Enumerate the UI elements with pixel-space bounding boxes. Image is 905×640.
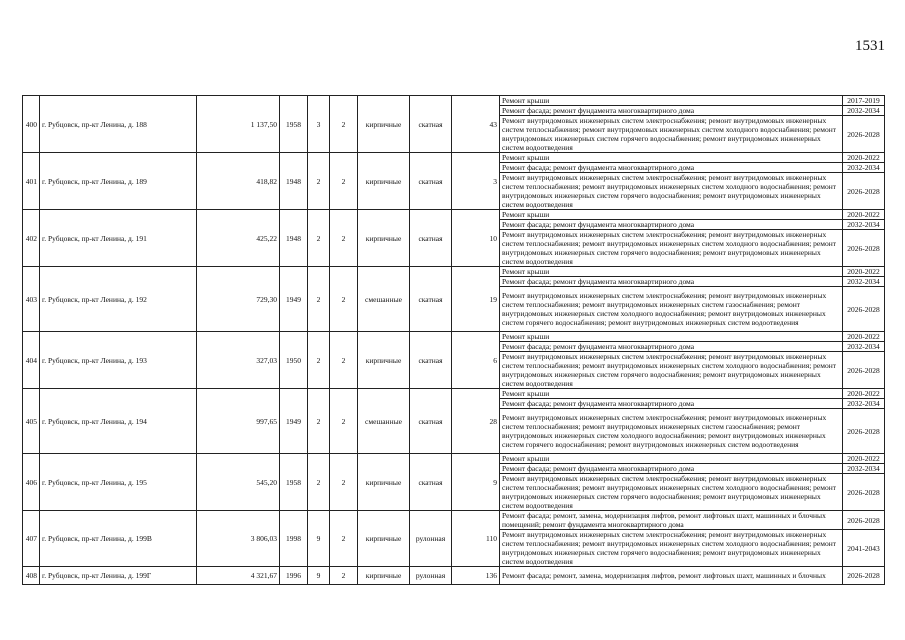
roof-type-cell: рулонная (410, 511, 452, 567)
work-period-cell: 2041-2043 (843, 530, 885, 567)
work-period-cell: 2026-2028 (843, 352, 885, 389)
work-type-cell: Ремонт фасада; ремонт фундамента многоквартирного дома (500, 220, 843, 230)
wall-material-cell: кирпичные (358, 210, 410, 267)
work-period-cell: 2026-2028 (843, 287, 885, 332)
work-type-cell: Ремонт внутридомовых инженерных систем электроснабжения; ремонт внутридомовых инженерных систем теплоснабжения; ремонт внутридомовых инженерных систем холодного водоснабжения; ремонт внутридомовых инженерных систем горячего водоснабжения; ремонт внутридомовых инженерных систем водоотведения (500, 173, 843, 210)
work-type-cell: Ремонт фасада; ремонт фундамента многоквартирного дома (500, 106, 843, 116)
area-cell: 327,03 (197, 332, 280, 389)
work-period-cell: 2032-2034 (843, 399, 885, 409)
roof-type-cell: скатная (410, 454, 452, 511)
table-row (23, 511, 885, 530)
work-period-cell: 2026-2028 (843, 173, 885, 210)
area-cell: 418,82 (197, 153, 280, 210)
address-cell: г. Рубцовск, пр-кт Ленина, д. 192 (40, 267, 197, 332)
row-number: 406 (23, 454, 40, 511)
work-period-cell: 2032-2034 (843, 106, 885, 116)
table-row (23, 389, 885, 399)
work-type-cell: Ремонт крыши (500, 454, 843, 464)
row-number: 407 (23, 511, 40, 567)
area-cell: 997,65 (197, 389, 280, 454)
area-cell: 425,22 (197, 210, 280, 267)
housing-repair-table (22, 95, 885, 585)
roof-type-cell: скатная (410, 389, 452, 454)
address-cell: г. Рубцовск, пр-кт Ленина, д. 191 (40, 210, 197, 267)
table-row (23, 454, 885, 464)
work-type-cell: Ремонт внутридомовых инженерных систем электроснабжения; ремонт внутридомовых инженерных систем теплоснабжения; ремонт внутридомовых инженерных систем газоснабжения; ремонт внутридомовых инженерных систем холодного водоснабжения; ремонт внутридомовых инженерных систем горячего водоснабжения; ремонт внутридомовых инженерных систем водоотведения (500, 287, 843, 332)
entrances-cell: 2 (330, 332, 358, 389)
work-type-cell: Ремонт фасада; ремонт фундамента многоквартирного дома (500, 277, 843, 287)
entrances-cell: 2 (330, 454, 358, 511)
work-period-cell: 2032-2034 (843, 277, 885, 287)
work-period-cell: 2017-2019 (843, 96, 885, 106)
wall-material-cell: кирпичные (358, 454, 410, 511)
roof-type-cell: скатная (410, 96, 452, 153)
floors-cell: 2 (308, 389, 330, 454)
floors-cell: 9 (308, 567, 330, 585)
page-number: 1531 (855, 38, 885, 54)
work-type-cell: Ремонт крыши (500, 267, 843, 277)
address-cell: г. Рубцовск, пр-кт Ленина, д. 194 (40, 389, 197, 454)
residents-cell: 3 (452, 153, 500, 210)
table-row (23, 332, 885, 342)
work-type-cell: Ремонт внутридомовых инженерных систем электроснабжения; ремонт внутридомовых инженерных систем теплоснабжения; ремонт внутридомовых инженерных систем холодного водоснабжения; ремонт внутридомовых инженерных систем горячего водоснабжения; ремонт внутридомовых инженерных систем водоотведения (500, 230, 843, 267)
work-period-cell: 2020-2022 (843, 267, 885, 277)
row-number: 405 (23, 389, 40, 454)
work-period-cell: 2026-2028 (843, 230, 885, 267)
wall-material-cell: смешанные (358, 267, 410, 332)
wall-material-cell: смешанные (358, 389, 410, 454)
area-cell: 3 806,03 (197, 511, 280, 567)
table-row (23, 267, 885, 277)
row-number: 402 (23, 210, 40, 267)
work-type-cell: Ремонт внутридомовых инженерных систем электроснабжения; ремонт внутридомовых инженерных систем теплоснабжения; ремонт внутридомовых инженерных систем холодного водоснабжения; ремонт внутридомовых инженерных систем горячего водоснабжения; ремонт внутридомовых инженерных систем водоотведения (500, 530, 843, 567)
row-number: 400 (23, 96, 40, 153)
area-cell: 729,30 (197, 267, 280, 332)
floors-cell: 2 (308, 332, 330, 389)
area-cell: 1 137,50 (197, 96, 280, 153)
work-type-cell: Ремонт фасада; ремонт фундамента многоквартирного дома (500, 399, 843, 409)
work-period-cell: 2032-2034 (843, 220, 885, 230)
residents-cell: 28 (452, 389, 500, 454)
address-cell: г. Рубцовск, пр-кт Ленина, д. 188 (40, 96, 197, 153)
year-built-cell: 1998 (280, 511, 308, 567)
work-period-cell: 2032-2034 (843, 163, 885, 173)
floors-cell: 2 (308, 153, 330, 210)
year-built-cell: 1996 (280, 567, 308, 585)
work-type-cell: Ремонт крыши (500, 210, 843, 220)
residents-cell: 110 (452, 511, 500, 567)
work-type-cell: Ремонт внутридомовых инженерных систем электроснабжения; ремонт внутридомовых инженерных систем теплоснабжения; ремонт внутридомовых инженерных систем холодного водоснабжения; ремонт внутридомовых инженерных систем горячего водоснабжения; ремонт внутридомовых инженерных систем водоотведения (500, 116, 843, 153)
floors-cell: 9 (308, 511, 330, 567)
area-cell: 545,20 (197, 454, 280, 511)
entrances-cell: 2 (330, 96, 358, 153)
year-built-cell: 1958 (280, 96, 308, 153)
year-built-cell: 1949 (280, 267, 308, 332)
floors-cell: 2 (308, 210, 330, 267)
floors-cell: 2 (308, 454, 330, 511)
row-number: 401 (23, 153, 40, 210)
row-number: 408 (23, 567, 40, 585)
work-period-cell: 2032-2034 (843, 342, 885, 352)
wall-material-cell: кирпичные (358, 567, 410, 585)
row-number: 404 (23, 332, 40, 389)
work-type-cell: Ремонт внутридомовых инженерных систем электроснабжения; ремонт внутридомовых инженерных систем теплоснабжения; ремонт внутридомовых инженерных систем холодного водоснабжения; ремонт внутридомовых инженерных систем горячего водоснабжения; ремонт внутридомовых инженерных систем водоотведения (500, 474, 843, 511)
entrances-cell: 2 (330, 153, 358, 210)
work-period-cell: 2020-2022 (843, 332, 885, 342)
residents-cell: 6 (452, 332, 500, 389)
work-period-cell: 2020-2022 (843, 389, 885, 399)
year-built-cell: 1958 (280, 454, 308, 511)
address-cell: г. Рубцовск, пр-кт Ленина, д. 195 (40, 454, 197, 511)
work-type-cell: Ремонт фасада; ремонт фундамента многоквартирного дома (500, 342, 843, 352)
entrances-cell: 2 (330, 267, 358, 332)
work-type-cell: Ремонт крыши (500, 389, 843, 399)
residents-cell: 43 (452, 96, 500, 153)
address-cell: г. Рубцовск, пр-кт Ленина, д. 189 (40, 153, 197, 210)
residents-cell: 19 (452, 267, 500, 332)
work-type-cell: Ремонт фасада; ремонт, замена, модернизация лифтов, ремонт лифтовых шахт, машинных и блочных помещений; ремонт фундамента многоквартирного дома (500, 511, 843, 530)
residents-cell: 9 (452, 454, 500, 511)
roof-type-cell: скатная (410, 267, 452, 332)
residents-cell: 136 (452, 567, 500, 585)
work-period-cell: 2026-2028 (843, 511, 885, 530)
roof-type-cell: скатная (410, 210, 452, 267)
work-type-cell: Ремонт крыши (500, 153, 843, 163)
entrances-cell: 2 (330, 511, 358, 567)
work-type-cell: Ремонт крыши (500, 332, 843, 342)
work-period-cell: 2020-2022 (843, 210, 885, 220)
work-period-cell: 2026-2028 (843, 567, 885, 585)
wall-material-cell: кирпичные (358, 511, 410, 567)
work-period-cell: 2020-2022 (843, 454, 885, 464)
entrances-cell: 2 (330, 210, 358, 267)
address-cell: г. Рубцовск, пр-кт Ленина, д. 193 (40, 332, 197, 389)
work-type-cell: Ремонт фасада; ремонт фундамента многоквартирного дома (500, 464, 843, 474)
year-built-cell: 1948 (280, 210, 308, 267)
work-period-cell: 2026-2028 (843, 116, 885, 153)
work-period-cell: 2020-2022 (843, 153, 885, 163)
table-row (23, 567, 885, 585)
entrances-cell: 2 (330, 389, 358, 454)
address-cell: г. Рубцовск, пр-кт Ленина, д. 199Г (40, 567, 197, 585)
entrances-cell: 2 (330, 567, 358, 585)
work-period-cell: 2032-2034 (843, 464, 885, 474)
floors-cell: 3 (308, 96, 330, 153)
row-number: 403 (23, 267, 40, 332)
work-type-cell: Ремонт крыши (500, 96, 843, 106)
year-built-cell: 1949 (280, 389, 308, 454)
work-type-cell: Ремонт фасада; ремонт, замена, модернизация лифтов, ремонт лифтовых шахт, машинных и блочных (500, 567, 843, 585)
work-type-cell: Ремонт фасада; ремонт фундамента многоквартирного дома (500, 163, 843, 173)
wall-material-cell: кирпичные (358, 153, 410, 210)
year-built-cell: 1948 (280, 153, 308, 210)
wall-material-cell: кирпичные (358, 332, 410, 389)
table-row (23, 96, 885, 106)
area-cell: 4 321,67 (197, 567, 280, 585)
roof-type-cell: скатная (410, 153, 452, 210)
address-cell: г. Рубцовск, пр-кт Ленина, д. 199В (40, 511, 197, 567)
work-type-cell: Ремонт внутридомовых инженерных систем электроснабжения; ремонт внутридомовых инженерных систем теплоснабжения; ремонт внутридомовых инженерных систем холодного водоснабжения; ремонт внутридомовых инженерных систем горячего водоснабжения; ремонт внутридомовых инженерных систем водоотведения (500, 352, 843, 389)
roof-type-cell: рулонная (410, 567, 452, 585)
year-built-cell: 1950 (280, 332, 308, 389)
work-period-cell: 2026-2028 (843, 474, 885, 511)
floors-cell: 2 (308, 267, 330, 332)
residents-cell: 10 (452, 210, 500, 267)
work-period-cell: 2026-2028 (843, 409, 885, 454)
roof-type-cell: скатная (410, 332, 452, 389)
table-row (23, 153, 885, 163)
work-type-cell: Ремонт внутридомовых инженерных систем электроснабжения; ремонт внутридомовых инженерных систем теплоснабжения; ремонт внутридомовых инженерных систем газоснабжения; ремонт внутридомовых инженерных систем холодного водоснабжения; ремонт внутридомовых инженерных систем горячего водоснабжения; ремонт внутридомовых инженерных систем водоотведения (500, 409, 843, 454)
table-row (23, 210, 885, 220)
wall-material-cell: кирпичные (358, 96, 410, 153)
